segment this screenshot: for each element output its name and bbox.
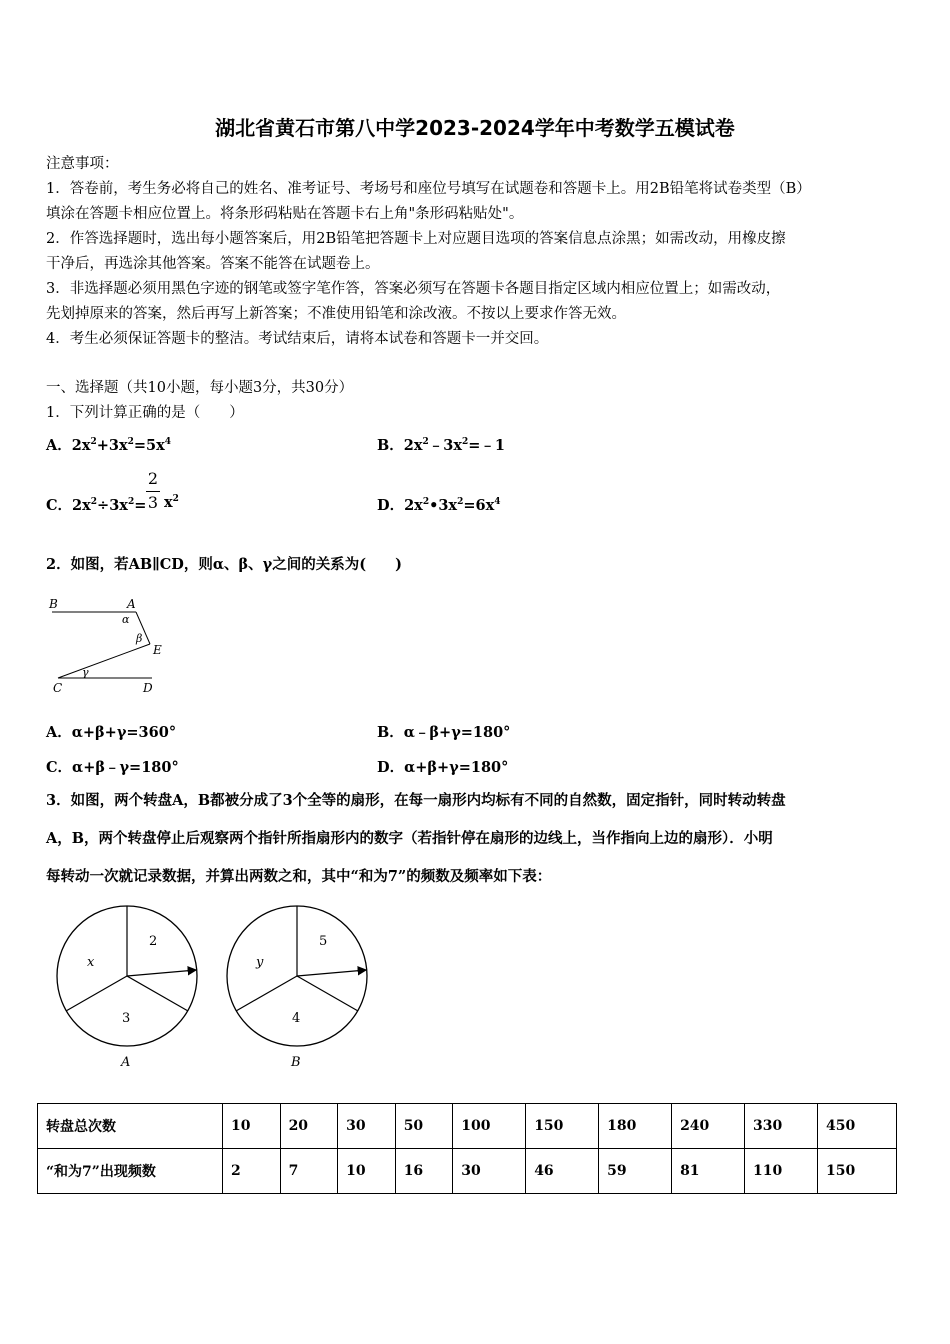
table-cell: 330 bbox=[745, 1104, 818, 1149]
frequency-table bbox=[37, 1103, 897, 1194]
label-c: C bbox=[53, 681, 63, 695]
table-cell: “和为7”出现频数 bbox=[38, 1149, 223, 1194]
table-cell: 450 bbox=[818, 1104, 897, 1149]
table-cell: 150 bbox=[818, 1149, 897, 1194]
q2-stem: 2．如图，若AB∥CD，则α、β、γ之间的关系为( ) bbox=[46, 556, 402, 573]
table-row bbox=[38, 1149, 897, 1194]
table-cell: 110 bbox=[745, 1149, 818, 1194]
table-cell: 10 bbox=[223, 1104, 281, 1149]
q1-option-a[interactable]: A．$2x^2+3x^2=5x^4$ bbox=[46, 437, 172, 454]
q3-line: 每转动一次就记录数据，并算出两数之和，其中“和为7”的频数及频率如下表： bbox=[46, 868, 552, 885]
label-alpha: α bbox=[122, 613, 130, 626]
notice-line: 1．答卷前，考生务必将自己的姓名、准考证号、考场号和座位号填写在试题卷和答题卡上。用2B铅笔将试卷类型（B） bbox=[46, 181, 811, 197]
spinner-b-label: B bbox=[291, 1055, 301, 1070]
q1-option-b[interactable]: B．$2x^2﹣3x^2=﹣1$ bbox=[377, 437, 506, 454]
table-cell: 46 bbox=[526, 1149, 599, 1194]
table-cell: 10 bbox=[338, 1149, 396, 1194]
label-d: D bbox=[143, 681, 153, 695]
spinner-a-top: 2 bbox=[149, 934, 158, 949]
table-cell: 150 bbox=[526, 1104, 599, 1149]
spinners-figure bbox=[50, 900, 390, 1075]
notice-line: 4．考生必须保证答题卡的整洁。考试结束后，请将本试卷和答题卡一并交回。 bbox=[46, 331, 549, 347]
spinner-a bbox=[57, 906, 197, 1070]
table-cell: 59 bbox=[599, 1149, 672, 1194]
table-cell: 30 bbox=[453, 1149, 526, 1194]
table-cell: 180 bbox=[599, 1104, 672, 1149]
spinner-a-left: x bbox=[87, 955, 95, 970]
q3-line: A，B，两个转盘停止后观察两个指针所指扇形内的数字（若指针停在扇形的边线上，当作指向上边的扇形）．小明 bbox=[46, 830, 773, 847]
pointer-arrow-icon bbox=[297, 970, 366, 976]
notice-line: 干净后，再选涂其他答案。答案不能答在试题卷上。 bbox=[46, 256, 380, 272]
spinner-a-bottom: 3 bbox=[122, 1011, 131, 1026]
notice-line: 填涂在答题卡相应位置上。将条形码粘贴在答题卡右上角"条形码粘贴处"。 bbox=[46, 206, 524, 222]
table-cell: 20 bbox=[280, 1104, 338, 1149]
table-cell: 50 bbox=[395, 1104, 453, 1149]
page-title: 湖北省黄石市第八中学2023-2024学年中考数学五模试卷 bbox=[215, 116, 735, 140]
table-cell: 16 bbox=[395, 1149, 453, 1194]
q1-c-fraction-denominator: 3 bbox=[147, 493, 159, 512]
q2-option-b[interactable]: B．α﹣β+γ=180° bbox=[377, 724, 511, 741]
label-e: E bbox=[153, 643, 162, 657]
spinner-b-top: 5 bbox=[319, 934, 328, 949]
table-cell: 100 bbox=[453, 1104, 526, 1149]
table-row bbox=[38, 1104, 897, 1149]
table-cell: 81 bbox=[672, 1149, 745, 1194]
notice-line: 先划掉原来的答案，然后再写上新答案；不准使用铅笔和涂改液。不按以上要求作答无效。 bbox=[46, 306, 626, 322]
q1-option-d[interactable]: D．$2x^2•3x^2=6x^4$ bbox=[377, 497, 501, 514]
section-heading: 一、选择题（共10小题，每小题3分，共30分） bbox=[46, 380, 354, 396]
q1-c-tail: $x^2$ bbox=[164, 494, 179, 511]
q1-c-fraction-numerator: 2 bbox=[147, 469, 159, 488]
table-cell: 转盘总次数 bbox=[38, 1104, 223, 1149]
notice-line: 3．非选择题必须用黑色字迹的钢笔或签字笔作答，答案必须写在答题卡各题目指定区域内相应位置上；如需改动， bbox=[46, 281, 781, 297]
spinner-a-label: A bbox=[121, 1055, 131, 1070]
label-b: B bbox=[49, 597, 58, 611]
table-cell: 240 bbox=[672, 1104, 745, 1149]
spinner-b-left: y bbox=[256, 955, 264, 970]
label-a: A bbox=[127, 597, 136, 611]
label-beta: β bbox=[136, 632, 143, 645]
spinner-b bbox=[227, 906, 367, 1070]
notice-heading: 注意事项： bbox=[46, 156, 119, 172]
parallel-lines-figure bbox=[40, 592, 180, 702]
q2-option-a[interactable]: A．α+β+γ=360° bbox=[46, 724, 177, 741]
line-ec bbox=[58, 644, 150, 678]
label-gamma: γ bbox=[82, 666, 89, 679]
q2-option-d[interactable]: D．α+β+γ=180° bbox=[377, 759, 509, 776]
table-cell: 30 bbox=[338, 1104, 396, 1149]
q2-option-c[interactable]: C．α+β﹣γ=180° bbox=[46, 759, 179, 776]
q1-option-c[interactable]: C．$2x^2\div 3x^2=$ bbox=[46, 497, 147, 514]
table-cell: 7 bbox=[280, 1149, 338, 1194]
fraction-bar bbox=[146, 491, 160, 492]
table-cell: 2 bbox=[223, 1149, 281, 1194]
pointer-arrow-icon bbox=[127, 970, 196, 976]
notice-line: 2．作答选择题时，选出每小题答案后，用2B铅笔把答题卡上对应题目选项的答案信息点涂黑；如需改动，用橡皮擦 bbox=[46, 231, 786, 247]
q3-line: 3．如图，两个转盘A，B都被分成了3个全等的扇形，在每一扇形内均标有不同的自然数，固定指针，同时转动转盘 bbox=[46, 792, 786, 809]
spinner-b-bottom: 4 bbox=[292, 1011, 301, 1026]
q1-stem: 1．下列计算正确的是（ ） bbox=[46, 405, 244, 421]
